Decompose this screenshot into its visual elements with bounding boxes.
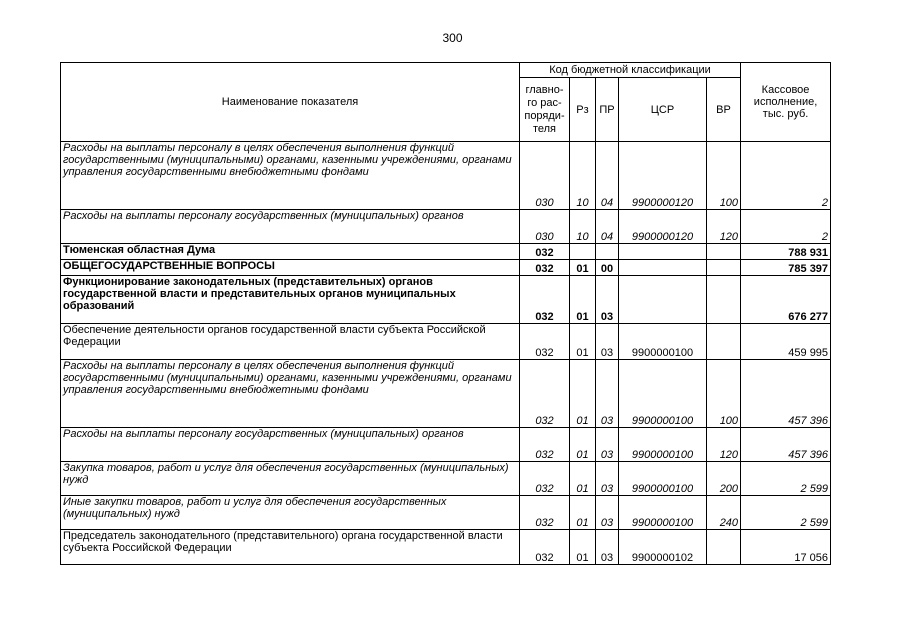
row-rz: 01 [570, 462, 596, 496]
row-csr: 9900000100 [619, 324, 707, 360]
row-name: Расходы на выплаты персоналу в целях обеспечения выполнения функций государственными (муниципальными) органами, казенными учреждениями, органами управления государственными внебюджетными фондами [61, 360, 520, 428]
header-chief-administrator: главно-го рас-поряди-теля [520, 78, 570, 142]
row-amount: 788 931 [741, 244, 831, 260]
row-gr: 032 [520, 244, 570, 260]
row-pr: 00 [596, 260, 619, 276]
row-name: Председатель законодательного (представительного) органа государственной власти субъекта Российской Федерации [61, 530, 520, 565]
table-row [61, 210, 831, 244]
table-row [61, 530, 831, 565]
row-vr: 100 [707, 360, 741, 428]
row-gr: 030 [520, 142, 570, 210]
row-name: Расходы на выплаты персоналу государственных (муниципальных) органов [61, 428, 520, 462]
header-target-item: ЦСР [619, 78, 707, 142]
row-vr: 100 [707, 142, 741, 210]
row-pr: 03 [596, 428, 619, 462]
row-vr: 200 [707, 462, 741, 496]
row-amount: 459 995 [741, 324, 831, 360]
header-subsection: ПР [596, 78, 619, 142]
row-csr [619, 260, 707, 276]
table-header-row [61, 63, 831, 78]
header-name: Наименование показателя [61, 63, 520, 142]
table-row [61, 496, 831, 530]
row-pr: 03 [596, 276, 619, 324]
row-vr [707, 530, 741, 565]
table-row [61, 462, 831, 496]
row-rz: 01 [570, 530, 596, 565]
row-name: ОБЩЕГОСУДАРСТВЕННЫЕ ВОПРОСЫ [61, 260, 520, 276]
row-amount: 2 599 [741, 496, 831, 530]
row-vr: 120 [707, 428, 741, 462]
row-gr: 032 [520, 530, 570, 565]
row-name: Функционирование законодательных (представительных) органов государственной власти и представительных органов муниципальных образований [61, 276, 520, 324]
row-name: Тюменская областная Дума [61, 244, 520, 260]
row-name: Обеспечение деятельности органов государственной власти субъекта Российской Федерации [61, 324, 520, 360]
row-csr: 9900000120 [619, 142, 707, 210]
table-row [61, 260, 831, 276]
row-rz: 01 [570, 496, 596, 530]
row-amount: 676 277 [741, 276, 831, 324]
row-pr: 04 [596, 210, 619, 244]
row-vr: 240 [707, 496, 741, 530]
row-rz [570, 244, 596, 260]
row-gr: 032 [520, 496, 570, 530]
row-csr: 9900000102 [619, 530, 707, 565]
row-csr: 9900000100 [619, 496, 707, 530]
row-vr [707, 276, 741, 324]
row-pr: 03 [596, 530, 619, 565]
row-gr: 032 [520, 276, 570, 324]
table-row [61, 244, 831, 260]
row-rz: 01 [570, 428, 596, 462]
row-pr: 03 [596, 462, 619, 496]
header-expense-type: ВР [707, 78, 741, 142]
row-gr: 032 [520, 360, 570, 428]
row-csr [619, 244, 707, 260]
table-row [61, 324, 831, 360]
table-row [61, 428, 831, 462]
header-section: Рз [570, 78, 596, 142]
row-amount: 17 056 [741, 530, 831, 565]
row-pr: 03 [596, 360, 619, 428]
row-rz: 10 [570, 142, 596, 210]
row-name: Иные закупки товаров, работ и услуг для обеспечения государственных (муниципальных) нужд [61, 496, 520, 530]
row-vr [707, 260, 741, 276]
page-number: 300 [442, 31, 463, 45]
row-csr: 9900000100 [619, 428, 707, 462]
row-vr [707, 244, 741, 260]
table-row [61, 276, 831, 324]
row-rz: 10 [570, 210, 596, 244]
row-csr: 9900000100 [619, 360, 707, 428]
row-gr: 032 [520, 462, 570, 496]
row-amount: 2 599 [741, 462, 831, 496]
row-gr: 032 [520, 260, 570, 276]
table-row [61, 360, 831, 428]
header-amount: Кассовое исполнение, тыс. руб. [741, 63, 831, 142]
budget-execution-table [60, 62, 831, 565]
row-vr [707, 324, 741, 360]
row-csr: 9900000100 [619, 462, 707, 496]
row-amount: 457 396 [741, 428, 831, 462]
row-rz: 01 [570, 260, 596, 276]
row-rz: 01 [570, 276, 596, 324]
row-name: Расходы на выплаты персоналу в целях обеспечения выполнения функций государственными (муниципальными) органами, казенными учреждениями, органами управления государственными внебюджетными фондами [61, 142, 520, 210]
row-gr: 030 [520, 210, 570, 244]
row-gr: 032 [520, 428, 570, 462]
row-amount: 457 396 [741, 360, 831, 428]
row-rz: 01 [570, 360, 596, 428]
row-pr: 04 [596, 142, 619, 210]
row-pr [596, 244, 619, 260]
row-csr: 9900000120 [619, 210, 707, 244]
row-amount: 785 397 [741, 260, 831, 276]
table-row [61, 142, 831, 210]
row-vr: 120 [707, 210, 741, 244]
row-amount: 2 [741, 142, 831, 210]
row-rz: 01 [570, 324, 596, 360]
row-amount: 2 [741, 210, 831, 244]
row-pr: 03 [596, 324, 619, 360]
row-pr: 03 [596, 496, 619, 530]
row-csr [619, 276, 707, 324]
header-budget-code-group: Код бюджетной классификации [520, 63, 741, 78]
row-name: Закупка товаров, работ и услуг для обеспечения государственных (муниципальных) нужд [61, 462, 520, 496]
row-gr: 032 [520, 324, 570, 360]
row-name: Расходы на выплаты персоналу государственных (муниципальных) органов [61, 210, 520, 244]
